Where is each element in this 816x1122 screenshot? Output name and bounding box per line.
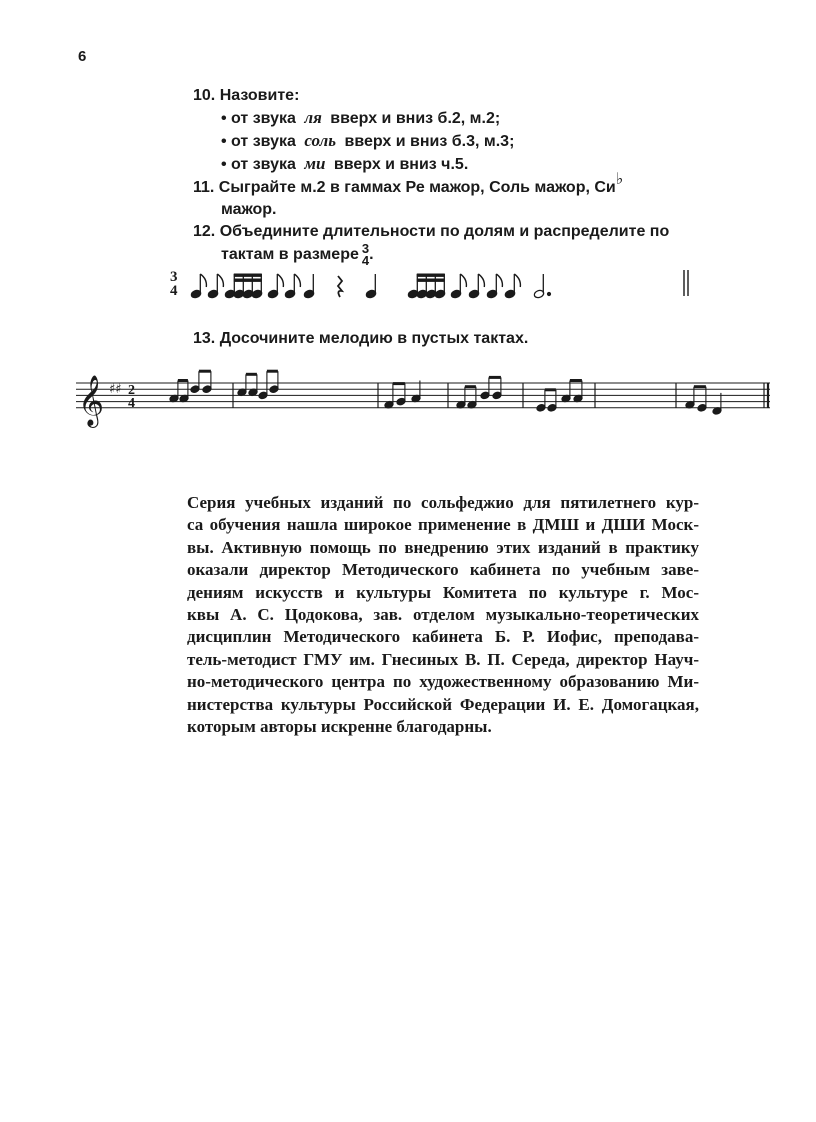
task-11-line-1 <box>193 169 713 199</box>
task-13: 13. Досочините мелодию в пустых тактах. <box>193 330 529 347</box>
bullet-suffix: вверх и вниз б.3, м.3; <box>340 133 515 150</box>
melody-staff <box>76 365 772 429</box>
note-beam <box>234 274 261 276</box>
paragraph-line: которым авторы искренне благодарны. <box>187 717 492 737</box>
paragraph-line: тель-методист ГМУ им. Гнесиных В. П. Середа, директор Науч- <box>187 649 699 669</box>
note-flag <box>478 274 484 287</box>
note-flag <box>277 274 283 287</box>
paragraph-line: оказали директор Методического кабинета по учебным заве- <box>187 560 699 580</box>
paragraph-line: вы. Активную помощь по внедрению этих изданий в практику <box>187 537 699 557</box>
time-bottom: 4 <box>361 253 370 268</box>
bullet-suffix: вверх и вниз ч.5. <box>329 156 469 173</box>
period: . <box>369 246 374 264</box>
melody-notes <box>169 371 722 415</box>
note-flag <box>217 274 223 287</box>
note-flag <box>460 274 466 287</box>
melody-time-top: 2 <box>128 383 135 398</box>
task-10-bullet-2 <box>193 130 713 153</box>
bullet-prefix: • от звука <box>221 133 301 150</box>
time-top: 3 <box>361 241 370 256</box>
paragraph-line: са обучения нашла широкое применение в ДМШ и ДШИ Моск- <box>187 515 699 535</box>
bullet-suffix: вверх и вниз б.2, м.2; <box>325 110 501 127</box>
rhythm-time-top: 3 <box>170 269 178 285</box>
note-name: ми <box>304 154 326 173</box>
note-name: соль <box>304 131 337 150</box>
paragraph-line: Серия учебных изданий по сольфеджио для пятилетнего кур- <box>187 493 699 512</box>
note-name: ля <box>304 108 322 127</box>
flat-icon: ♭ <box>615 169 624 188</box>
note-dot <box>547 292 550 295</box>
note-flag <box>200 274 206 287</box>
paragraph-line: дисциплин Методического кабинета Б. Р. Иофис, преподава- <box>187 627 699 647</box>
rhythm-line <box>168 262 708 312</box>
note-flag <box>514 274 520 287</box>
acknowledgement-paragraph <box>187 492 699 738</box>
note-beam <box>417 274 444 276</box>
task-11-text: 11. Сыграйте м.2 в гаммах Ре мажор, Соль мажор, Си <box>193 179 616 196</box>
paragraph-line: дениям искусств и культуры Комитета по культуре г. Мос- <box>187 582 699 602</box>
bullet-prefix: • от звука <box>221 156 301 173</box>
treble-clef-icon: 𝄞 <box>78 375 105 426</box>
task-10-title: 10. Назовите: <box>193 87 300 104</box>
melody-time-bottom: 4 <box>128 396 135 411</box>
paragraph-line: квы А. С. Цодокова, зав. отделом музыкально-теоретических <box>187 605 699 625</box>
final-barline <box>684 270 688 296</box>
task-12-text: тактам в размере <box>221 246 359 264</box>
rhythm-time-bottom: 4 <box>170 283 178 299</box>
task-11-line-2: мажор. <box>221 201 277 218</box>
note-flag <box>496 274 502 287</box>
paragraph-line: нистерства культуры Российской Федерации И. Е. Домогацкая, <box>187 694 699 714</box>
tasks-block <box>193 85 713 267</box>
bullet-prefix: • от звука <box>221 110 301 127</box>
page-number: 6 <box>78 48 87 65</box>
task-10-bullet-1 <box>193 107 713 130</box>
note-beam <box>234 279 261 281</box>
task-12-line-1: 12. Объедините длительности по долям и распределите по <box>193 223 670 240</box>
key-signature: ♯♯ <box>109 382 122 397</box>
task-10-bullet-3 <box>193 153 713 176</box>
rhythm-notes <box>190 274 550 299</box>
quarter-rest <box>338 276 342 297</box>
note-flag <box>294 274 300 287</box>
paragraph-line: но-методического центра по художественному образованию Ми- <box>187 672 699 692</box>
staff-lines <box>76 383 770 408</box>
note-beam <box>417 279 444 281</box>
